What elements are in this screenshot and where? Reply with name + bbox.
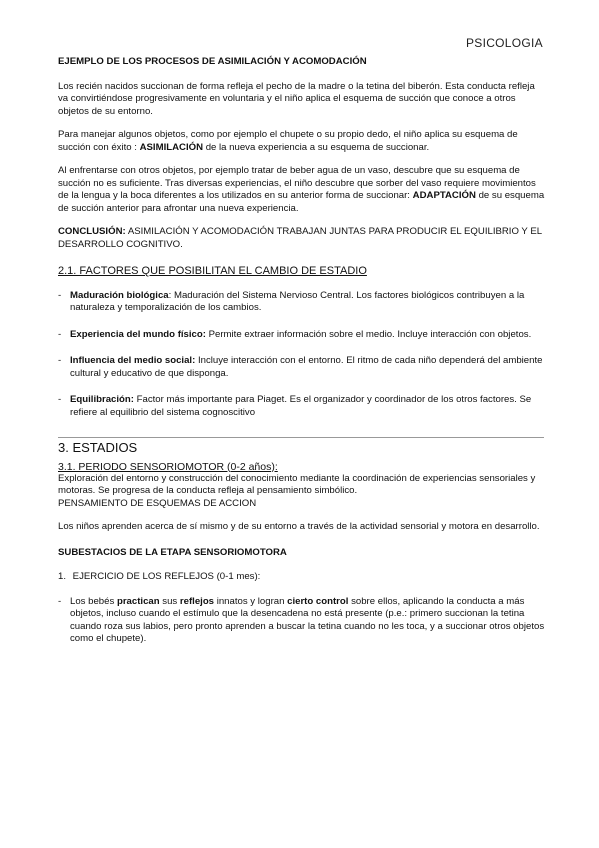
substage-title: EJERCICIO DE LOS REFLEJOS (0-1 mes): bbox=[72, 571, 261, 582]
factor-text: Incluye interacción con el entorno. El ritmo de cada niño dependerá del ambiente cultural y educativo de que disponga. bbox=[70, 355, 543, 379]
text-span: Los bebés bbox=[70, 595, 117, 607]
stages-heading: 3. ESTADIOS bbox=[58, 440, 138, 455]
conclusion-label: CONCLUSIÓN: bbox=[58, 226, 126, 237]
list-item bbox=[58, 394, 546, 419]
conclusion-text: ASIMILACIÓN Y ACOMODACIÓN TRABAJAN JUNTAS PARA PRODUCIR EL EQUILIBRIO Y EL DESARROLLO COGNITIVO. bbox=[58, 226, 542, 250]
assimilation-term: ASIMILACIÓN bbox=[139, 141, 204, 153]
example-paragraph-1: Los recién nacidos succionan de forma refleja el pecho de la madre o la tetina del biberón. Esta conducta refleja va convirtiéndose progresivamente en voluntaria y el niño aplica el esquema de succión que conoce a otros objetos de su entorno. bbox=[58, 80, 535, 117]
substages-title: SUBESTACIOS DE LA ETAPA SENSORIOMOTORA bbox=[58, 546, 287, 558]
list-item bbox=[58, 290, 546, 315]
sensorimotor-intro: Exploración del entorno y construcción del conocimiento mediante la coordinación de experiencias sensoriales y motoras. Se progresa de la conducta refleja al pensamiento simbólico. bbox=[58, 472, 536, 496]
dash-bullet: - bbox=[58, 355, 62, 366]
text-span: innatos y logran bbox=[214, 595, 288, 607]
substage-detail-list bbox=[58, 596, 546, 646]
sensorimotor-heading: 3.1. PERIODO SENSORIOMOTOR (0-2 años): bbox=[58, 460, 278, 473]
dash-bullet: - bbox=[58, 289, 62, 301]
factor-term: Experiencia del mundo físico: bbox=[70, 328, 206, 340]
example-paragraph-3 bbox=[58, 165, 546, 215]
list-item bbox=[58, 329, 546, 342]
adaptation-term: ADAPTACIÓN bbox=[412, 190, 476, 201]
bold-term: reflejos bbox=[179, 595, 215, 607]
factor-text: Factor más importante para Piaget. Es el organizador y coordinador de los otros factores. Se refiere al equilibrio del sistema cognoscitivo bbox=[70, 394, 532, 418]
bold-term: practican bbox=[116, 595, 160, 607]
dash-bullet: - bbox=[58, 595, 62, 607]
factor-sep: : bbox=[168, 289, 174, 301]
sensorimotor-paragraph: Los niños aprenden acerca de sí mismo y de su entorno a través de la actividad sensorial y motora en desarrollo. bbox=[58, 521, 540, 532]
factor-text: Maduración del Sistema Nervioso Central. Los factores biológicos contribuyen a la naturaleza y temporalización de los cambios. bbox=[70, 289, 525, 313]
bold-term: cierto control bbox=[287, 595, 349, 607]
factors-list bbox=[58, 290, 546, 420]
text-span: Al enfrentarse con otros objetos, por ejemplo tratar de beber agua de un vaso, descubre que su esquema de succión no es suficiente. Tras diversas experiencias, el niño descubre que sorber del vaso requiere movimientos de la lengua y la boca diferentes a los utilizados en su anterior forma de succionar: bbox=[58, 165, 536, 201]
factor-term: Maduración biológica bbox=[70, 289, 169, 301]
text-span: Para manejar algunos objetos, como por ejemplo el chupete o su propio dedo, el niño aplica su esquema de succión con éxito : bbox=[58, 129, 518, 153]
example-title: EJEMPLO DE LOS PROCESOS DE ASIMILACIÓN Y ACOMODACIÓN bbox=[58, 56, 367, 67]
example-paragraph-2 bbox=[58, 129, 546, 154]
factors-heading: 2.1. FACTORES QUE POSIBILITAN EL CAMBIO DE ESTADIO bbox=[58, 265, 367, 277]
page-content bbox=[58, 56, 546, 660]
text-span: sus bbox=[159, 595, 180, 607]
conclusion-paragraph bbox=[58, 226, 546, 251]
substage-number: 1. bbox=[58, 571, 67, 582]
text-span: de su esquema de succión anterior para afrontar una nueva experiencia. bbox=[58, 190, 545, 214]
text-span: sobre ellos, aplicando la conducta a más objetos, incluso cuando el estímulo que la desencadena no está presente (p.e.: primero succionan la tetina cuando roza sus labios, pero pronto aprenden a buscar la tetina cuando no les toca, y a succionar otros objetos como el chupete). bbox=[70, 595, 545, 644]
factor-term: Influencia del medio social: bbox=[70, 355, 196, 366]
list-item bbox=[58, 355, 546, 380]
sensorimotor-schemes: PENSAMIENTO DE ESQUEMAS DE ACCION bbox=[58, 497, 257, 509]
substage-item bbox=[58, 571, 546, 584]
dash-bullet: - bbox=[58, 394, 62, 405]
page-header-subject: PSICOLOGIA bbox=[465, 36, 543, 50]
list-item bbox=[58, 596, 546, 646]
factor-text: Permite extraer información sobre el medio. Incluye interacción con objetos. bbox=[208, 328, 532, 340]
dash-bullet: - bbox=[58, 328, 62, 340]
factor-term: Equilibración: bbox=[70, 394, 134, 405]
section-divider bbox=[58, 437, 544, 438]
text-span: de la nueva experiencia a su esquema de succionar. bbox=[203, 141, 430, 153]
